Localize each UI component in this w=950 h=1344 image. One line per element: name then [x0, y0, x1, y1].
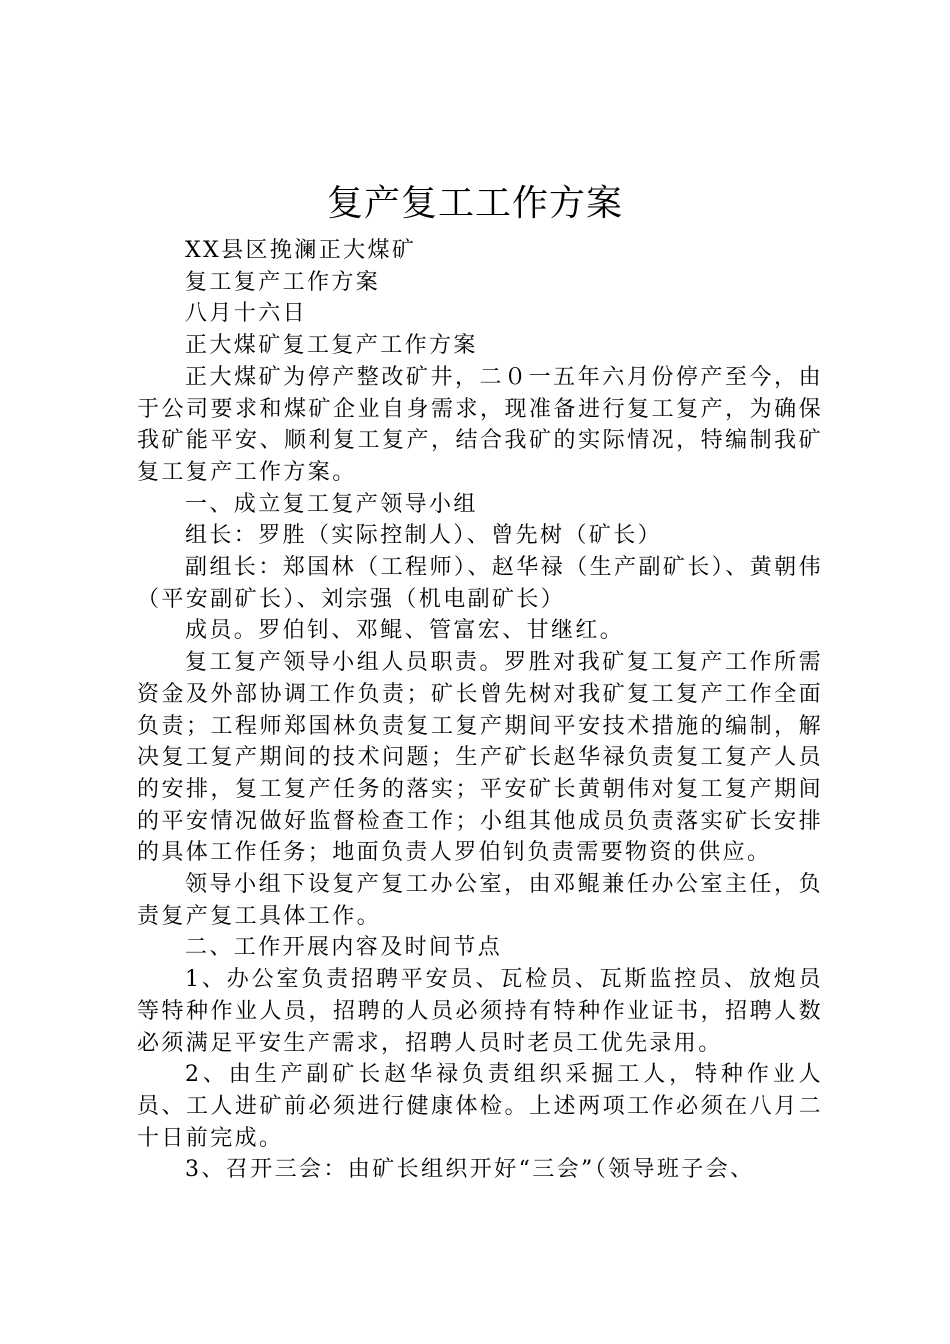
document-body	[137, 235, 823, 1186]
paragraph-office: 领导小组下设复产复工办公室，由邓鲲兼任办公室主任，负责复产复工具体工作。	[137, 872, 823, 929]
paragraph-item-1: 1、办公室负责招聘平安员、瓦检员、瓦斯监控员、放炮员等特种作业人员，招聘的人员必须持有特种作业证书，招聘人数必须满足平安生产需求，招聘人员时老员工优先录用。	[137, 967, 823, 1056]
document-title: 复产复工工作方案	[326, 183, 623, 224]
paragraph-intro: 正大煤矿为停产整改矿井，二０一五年六月份停产至今，由于公司要求和煤矿企业自身需求，现准备进行复工复产，为确保我矿能平安、顺利复工复产，结合我矿的实际情况，特编制我矿复工复产工作方案。	[137, 364, 823, 485]
paragraph-responsibilities: 复工复产领导小组人员职责。罗胜对我矿复工复产工作所需资金及外部协调工作负责；矿长曾先树对我矿复工复产工作全面负责；工程师郑国林负责复工复产期间平安技术措施的编制，解决复工复产期间的技术问题；生产矿长赵华禄负责复工复产人员的安排，复工复产任务的落实；平安矿长黄朝伟对复工复产期间的平安情况做好监督检查工作；小组其他成员负责落实矿长安排的具体工作任务；地面负责人罗伯钊负责需要物资的供应。	[137, 650, 823, 866]
paragraph-mine-name: XX县区挽澜正大煤矿	[185, 238, 417, 263]
section-heading-2: 二、工作开展内容及时间节点	[185, 935, 503, 961]
paragraph-item-2: 2、由生产副矿长赵华禄负责组织采掘工人，特种作业人员、工人进矿前必须进行健康体检。上述两项工作必须在八月二十日前完成。	[137, 1062, 823, 1151]
paragraph-date: 八月十六日	[185, 301, 308, 327]
paragraph-item-3: 3、召开三会：由矿长组织开好“三会”（领导班子会、	[185, 1157, 755, 1183]
paragraph-leader: 组长：罗胜（实际控制人）、曾先树（矿长）	[185, 523, 663, 549]
paragraph-deputy-leaders: 副组长：郑国林（工程师）、赵华禄（生产副矿长）、黄朝伟（平安副矿长）、刘宗强（机电副矿长）	[137, 555, 823, 612]
paragraph-members: 成员。罗伯钊、邓鲲、管富宏、甘继红。	[185, 618, 625, 644]
paragraph-plan-name: 复工复产工作方案	[185, 269, 381, 295]
section-heading-1: 一、成立复工复产领导小组	[185, 491, 478, 517]
paragraph-subtitle: 正大煤矿复工复产工作方案	[185, 333, 478, 359]
